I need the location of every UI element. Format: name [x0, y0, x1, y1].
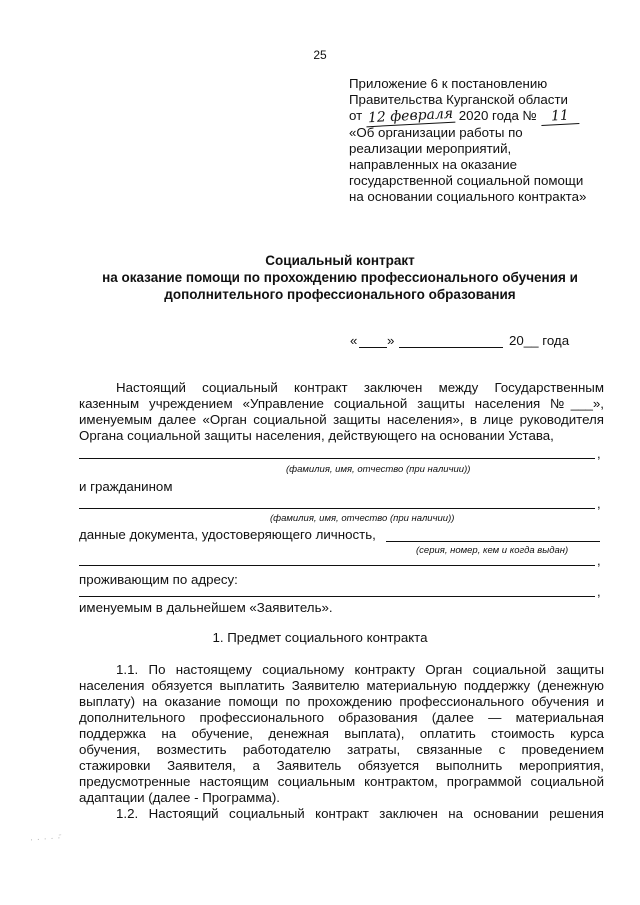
- address-label: проживающим по адресу:: [79, 572, 238, 587]
- handwritten-number: 11: [540, 107, 579, 126]
- appendix-date-line: [349, 105, 586, 127]
- date-day-close-quote: »: [387, 333, 395, 348]
- intro-line: Настоящий социальный контракт заключен между Государственным: [116, 380, 604, 395]
- appendix-line: «Об организации работы по: [349, 125, 523, 140]
- paragraph-line: предусмотренные настоящим социальным контрактом, программой социальной: [79, 774, 604, 789]
- appendix-from: от: [349, 108, 363, 123]
- comma: ,: [597, 446, 601, 461]
- citizen-label: и гражданином: [79, 479, 173, 494]
- paragraph-line: населения обязуется выплатить Заявителю материальную поддержку (денежную: [79, 678, 604, 693]
- handwritten-date: 12 февраля: [366, 106, 456, 128]
- date-year: 20__ года: [509, 333, 570, 348]
- section-heading: 1. Предмет социального контракта: [212, 630, 428, 645]
- hint-fio: (фамилия, имя, отчество (при наличии)): [286, 464, 471, 475]
- citizen-fio-blank-line: [79, 508, 595, 509]
- paragraph-line: дополнительного профессионального образования (далее — материальная: [79, 710, 604, 725]
- appendix-line: реализации мероприятий,: [349, 141, 512, 156]
- date-day-open-quote: «: [350, 333, 358, 348]
- contract-subtitle: дополнительного профессионального образования: [164, 287, 516, 302]
- page-number: 25: [313, 48, 327, 62]
- hint-document: (серия, номер, кем и когда выдан): [416, 545, 569, 556]
- fio-blank-line: [79, 458, 595, 459]
- appendix-line: на основании социального контракта»: [349, 189, 587, 204]
- paragraph-line: поддержка на обучение, денежная выплата), оплатить стоимость курса: [79, 726, 604, 741]
- document-blank-line: [79, 565, 595, 566]
- address-blank-line: [79, 596, 595, 597]
- paragraph-line: стажировки Заявителя, а Заявитель обязуется выполнить мероприятия,: [79, 758, 604, 773]
- document-label: данные документа, удостоверяющего личность,: [79, 527, 376, 542]
- appendix-line: Правительства Курганской области: [349, 92, 568, 107]
- contract-title: Социальный контракт: [265, 253, 415, 268]
- appendix-line: направленных на оказание: [349, 157, 518, 172]
- intro-line: именуемым далее «Орган социальной защиты населения», в лице руководителя: [79, 412, 604, 427]
- paragraph-line: выплату) на оказание помощи по прохождению профессионального обучения и: [79, 694, 604, 709]
- paragraph-line: 1.1. По настоящему социальному контракту Орган социальной защиты: [116, 662, 604, 677]
- hint-fio: (фамилия, имя, отчество (при наличии)): [270, 513, 455, 524]
- contract-subtitle: на оказание помощи по прохождению профессионального обучения и: [102, 270, 578, 285]
- paragraph-line: обучения, возместить работодателю затраты, связанные с проведением: [79, 742, 604, 757]
- appendix-year: 2020 года №: [458, 108, 537, 123]
- appendix-note: [349, 76, 586, 205]
- applicant-label: именуемым в дальнейшем «Заявитель».: [79, 600, 333, 615]
- paragraph-line: 1.2. Настоящий социальный контракт заключен на основании решения: [116, 806, 604, 821]
- appendix-line: государственной социальной помощи: [349, 173, 584, 188]
- intro-line: Органа социальной защиты населения, действующего на основании Устава,: [79, 428, 554, 443]
- comma: ,: [597, 553, 601, 568]
- paragraph-line: адаптации (далее - Программа).: [79, 790, 280, 805]
- comma: ,: [597, 584, 601, 599]
- intro-line: казенным учреждением «Управление социальной защиты населения №___»,: [79, 396, 604, 411]
- appendix-line: Приложение 6 к постановлению: [349, 76, 548, 91]
- scan-artifact: · · · · ·̈: [29, 832, 62, 845]
- document-blank-line: [386, 541, 600, 542]
- date-day-blank: [359, 347, 387, 348]
- date-month-blank: [399, 347, 503, 348]
- comma: ,: [597, 496, 601, 511]
